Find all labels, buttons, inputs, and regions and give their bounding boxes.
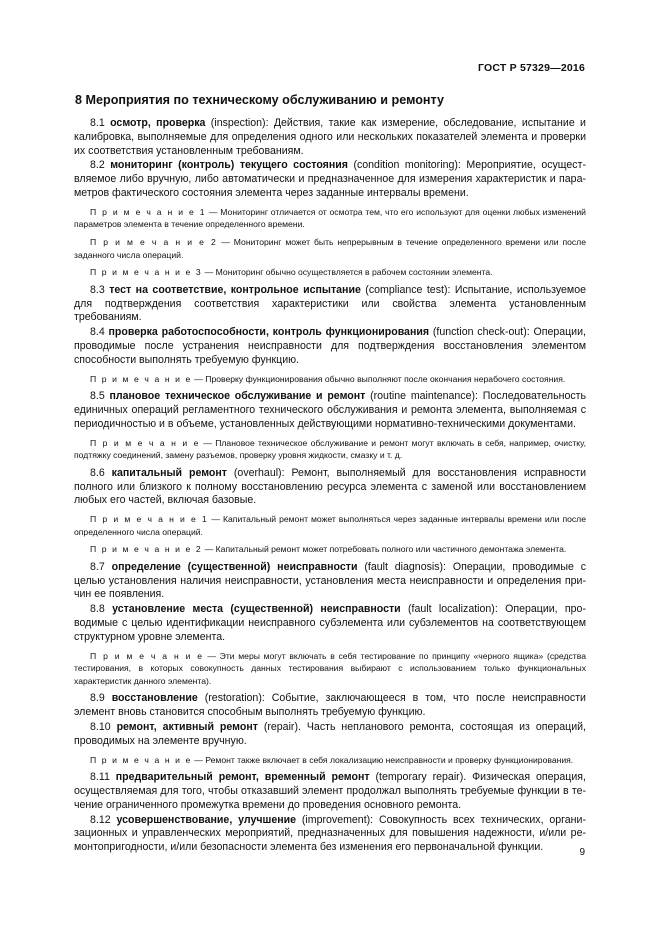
entry-number: 8.1 xyxy=(90,117,105,129)
term-entry-8-5 xyxy=(74,390,586,431)
note-text: — Капитальный ремонт может выполняться через заданные интервалы времени или после определенного числа операций. xyxy=(74,514,586,537)
entry-number: 8.12 xyxy=(90,813,111,826)
term-definition: (function check-out): Операции, проводимые после устранения неисправности для подтверждения восстановления элементом способности выполнять требуемую функцию. xyxy=(74,326,586,366)
note-text: — Эти меры могут включать в себя тестирование по принципу «черного ящика» (средства тестирования, в которых совокупность данных тестирования выбирают с использованием только функциональных характеристик данного элемента). xyxy=(74,650,586,686)
note-text: — Капитальный ремонт может потребовать полного или частичного демонтажа элемента. xyxy=(202,544,567,555)
term-definition: (condition monitoring): Мероприятие, осуществляемое либо вручную, либо автоматически и предназначенное для измерения характеристик и параметров фактического состояния элемента через заданные интервалы времени. xyxy=(74,159,586,199)
note-label: П р и м е ч а н и е 1 xyxy=(90,514,209,525)
note-label: П р и м е ч а н и е 1 xyxy=(90,206,207,217)
term-name: усовершенствование, улучшение xyxy=(116,813,297,826)
note-text: — Мониторинг обычно осуществляется в рабочем состоянии элемента. xyxy=(202,267,493,278)
page-number: 9 xyxy=(579,847,585,858)
note-label: П р и м е ч а н и е xyxy=(90,754,192,765)
term-definition: (fault localization): Операции, проводимые с целью идентификации неисправного субэлемента или субэлементов на соответствующем структурном уровне элемента. xyxy=(74,603,586,643)
section-body xyxy=(74,117,586,856)
term-name: осмотр, проверка xyxy=(110,117,206,129)
term-definition: (improvement): Совокупность всех технических, организационных и управленческих мероприятий, предназначенных для повышения надежности, и/или ремонтопригодности, и/или безопасности элемента без изменения его первоначальной функции. xyxy=(74,813,586,854)
entry-number: 8.8 xyxy=(90,603,105,616)
term-entry-8-11 xyxy=(74,771,586,812)
term-entry-8-6 xyxy=(74,467,586,508)
note-text: — Мониторинг может быть непрерывным в течение определенного времени или после заданного числа операций. xyxy=(74,236,586,260)
entry-number: 8.11 xyxy=(90,771,110,784)
term-name: предварительный ремонт, временный ремонт xyxy=(115,771,370,784)
term-entry-8-4 xyxy=(74,326,586,367)
entry-number: 8.5 xyxy=(90,390,105,403)
term-name: определение (существенной) неисправности xyxy=(111,560,358,573)
note-text: — Ремонт также включает в себя локализацию неисправности и проверку функционирования. xyxy=(191,754,574,765)
note-text: — Проверку функционирования обычно выполняют после окончания нерабочего состояния. xyxy=(191,373,566,384)
note xyxy=(74,266,586,279)
term-definition: (restoration): Событие, заключающееся в том, что после неисправности элемент вновь становится способным выполнять требуемую функцию. xyxy=(74,692,586,719)
note-label: П р и м е ч а н и е 2 xyxy=(90,236,218,247)
entry-number: 8.10 xyxy=(90,721,111,734)
term-entry-8-12 xyxy=(74,814,586,855)
note xyxy=(74,236,586,261)
term-entry-8-2 xyxy=(74,159,586,200)
term-entry-8-9 xyxy=(74,692,586,720)
term-name: проверка работоспособности, контроль функционирования xyxy=(108,326,430,339)
note-label: П р и м е ч а н и е xyxy=(90,373,192,384)
term-name: ремонт, активный ремонт xyxy=(116,721,258,734)
note-text: — Плановое техническое обслуживание и ремонт могут включать в себя, например, очистку, подтяжку соединений, замену разъемов, проверку уровня жидкости, смазку и т. д. xyxy=(74,437,586,461)
term-name: установление места (существенной) неисправности xyxy=(112,603,401,616)
term-definition: (overhaul): Ремонт, выполняемый для восстановления исправности полного или близкого к полному восстановлению ресурса элемента с заменой или восстановлением любых его частей, включая базовые. xyxy=(74,466,587,507)
entry-number: 8.7 xyxy=(90,560,105,573)
term-definition: (repair). Часть непланового ремонта, состоящая из операций, проводимых на элементе вручную. xyxy=(74,721,586,747)
term-name: плановое техническое обслуживание и ремонт xyxy=(109,390,366,403)
term-entry-8-1 xyxy=(74,117,586,158)
note-label: П р и м е ч а н и е xyxy=(90,437,201,448)
note xyxy=(74,206,586,231)
note xyxy=(74,754,586,767)
note-label: П р и м е ч а н и е 3 xyxy=(90,267,203,278)
term-entry-8-3 xyxy=(74,284,586,325)
entry-number: 8.2 xyxy=(90,159,105,172)
note xyxy=(74,437,586,462)
entry-number: 8.9 xyxy=(90,692,105,705)
term-definition: (fault diagnosis): Операции, проводимые с целью установления наличия неисправности, установления места неисправности и определения причин ее появления. xyxy=(74,560,587,601)
entry-number: 8.6 xyxy=(90,466,105,479)
term-name: капитальный ремонт xyxy=(111,466,227,479)
term-name: тест на соответствие, контрольное испытание xyxy=(109,283,361,296)
section-title: 8 Мероприятия по техническому обслуживанию и ремонту xyxy=(75,93,445,107)
note-label: П р и м е ч а н и е 2 xyxy=(90,544,203,555)
term-definition: (inspection): Действия, такие как измерение, обследование, испытание и калибровка, выполняемые для определения одного или нескольких показателей элемента и проверки их соответствия установленным требованиям. xyxy=(74,117,586,157)
term-entry-8-8 xyxy=(74,603,586,644)
term-entry-8-10 xyxy=(74,721,586,749)
document-number: ГОСТ Р 57329—2016 xyxy=(477,62,585,74)
note-label: П р и м е ч а н и е xyxy=(90,650,204,661)
term-entry-8-7 xyxy=(74,561,586,602)
note xyxy=(74,650,586,688)
term-definition: (compliance test): Испытание, используемое для подтверждения соответствия характеристики или свойства элемента установленным требованиям. xyxy=(74,283,586,324)
note xyxy=(74,513,586,538)
entry-number: 8.3 xyxy=(90,283,105,296)
note xyxy=(74,543,586,556)
note-text: — Мониторинг отличается от осмотра тем, что его используют для оценки любых изменений параметров элемента в течение определенного времени. xyxy=(74,206,586,230)
term-name: восстановление xyxy=(111,692,198,705)
entry-number: 8.4 xyxy=(90,326,105,339)
term-definition: (routine maintenance): Последовательность единичных операций регламентного технического обслуживания и ремонта элемента, выполняемая с периодичностью и в объеме, установленных действующими нормативно-техническими документами. xyxy=(74,390,587,430)
term-definition: (temporary repair). Физическая операция, осуществляемая для того, чтобы отказавший элемент продолжал выполнять требуемые функции в течение ограниченного промежутка времени до проведения основного ремонта. xyxy=(74,771,586,811)
term-name: мониторинг (контроль) текущего состояния xyxy=(110,159,348,172)
note xyxy=(74,373,586,386)
